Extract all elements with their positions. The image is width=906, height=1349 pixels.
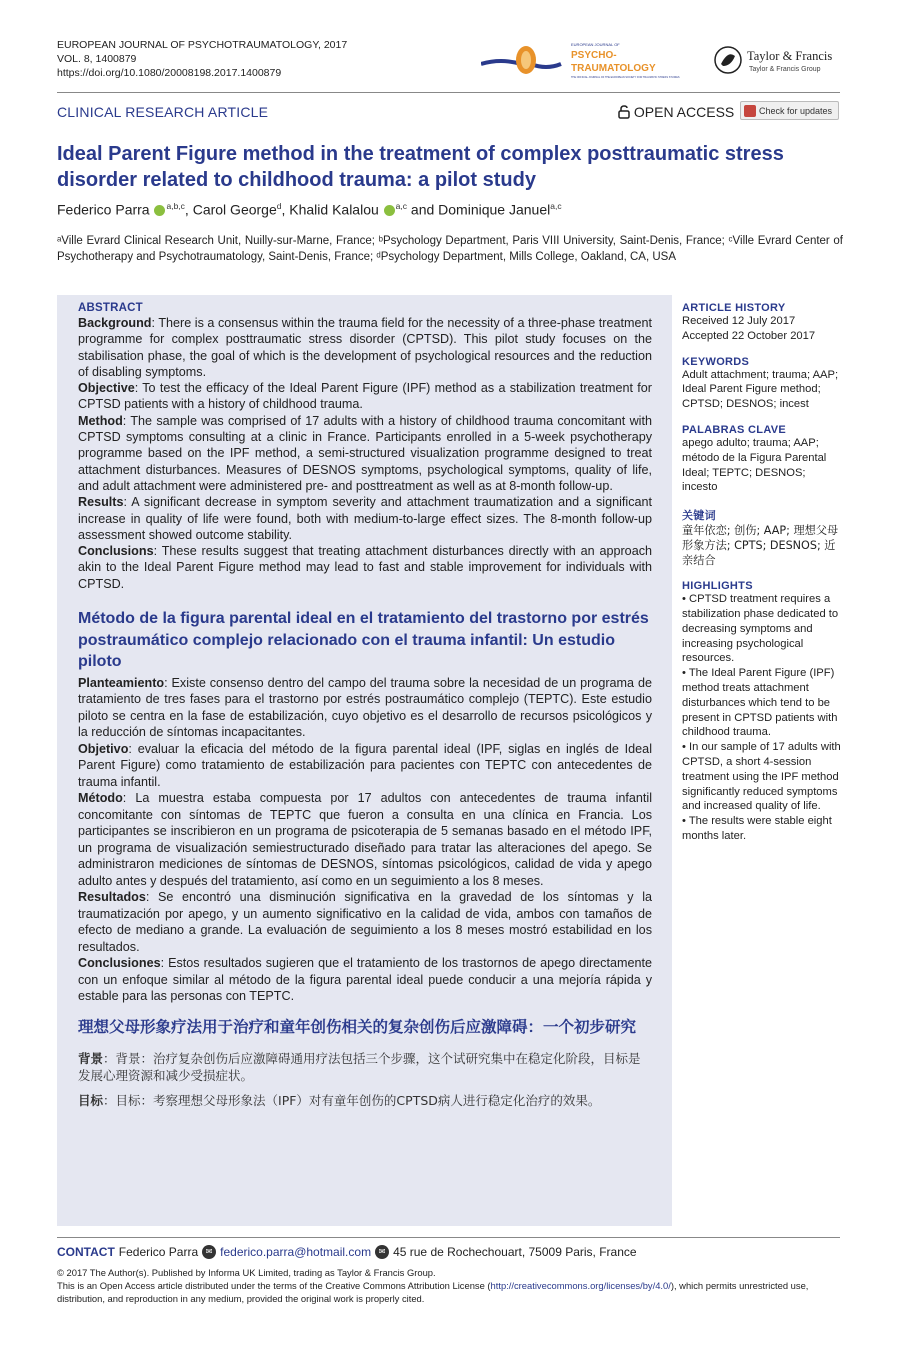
- spanish-planteamiento: [78, 675, 652, 741]
- author-list: [57, 201, 562, 218]
- section-label: Método: [78, 791, 123, 806]
- open-access-badge: [618, 104, 734, 120]
- chinese-keywords-list: 童年依恋; 创伤; AAP; 理想父母形象方法; CPTS; DESNOS; 近亲结合: [682, 524, 839, 568]
- section-label: 背景: [78, 1050, 104, 1066]
- chinese-background: [78, 1050, 652, 1084]
- abstract-results: [78, 494, 652, 543]
- spanish-metodo: [78, 790, 652, 889]
- section-text: : Existe consenso dentro del campo del trauma sobre la necesidad de un programa de tratamiento de tres fases para el trastorno por estrés postraumático complejo (TEPTC). Este estudio piloto se centra en la fase de estabilización, cuyo objetivo es el desarrollo de recursos psicológicos y la reducción de síntomas incapacitantes.: [78, 675, 652, 740]
- abstract-conclusions: [78, 543, 652, 592]
- check-updates-button[interactable]: [740, 101, 839, 120]
- journal-name: EUROPEAN JOURNAL OF PSYCHOTRAUMATOLOGY, 2017: [57, 39, 348, 51]
- section-label: Objective: [78, 381, 135, 396]
- orcid-icon[interactable]: [154, 205, 165, 216]
- license-pre: This is an Open Access article distributed under the terms of the Creative Commons Attribution License (: [57, 1280, 491, 1291]
- author-affiliation-marker: a,c: [550, 201, 562, 211]
- section-label: Method: [78, 413, 123, 428]
- header-divider: [57, 92, 840, 93]
- section-text: : evaluar la eficacia del método de la figura parental ideal (IPF, siglas en inglés de Ideal Parent Figure) como tratamiento de estabilización para pacientes con TEPTC con antecedentes de trauma infantil.: [78, 741, 652, 789]
- section-text: : To test the efficacy of the Ideal Parent Figure (IPF) method as a stabilization treatment for CPTSD patients with a history of childhood trauma.: [78, 381, 652, 412]
- publisher-name: Taylor & Francis: [747, 49, 833, 63]
- section-label: Resultados: [78, 890, 146, 905]
- abstract-method: [78, 413, 652, 494]
- highlights-heading: HIGHLIGHTS: [682, 580, 753, 593]
- palabras-list: apego adulto; trauma; AAP; método de la Figura Parental Ideal; TEPTC; DESNOS; incesto: [682, 436, 827, 494]
- highlight-item: • CPTSD treatment requires a stabilization phase dedicated to decreasing symptoms and increasing psychological resources.: [682, 593, 839, 665]
- doi-link[interactable]: https://doi.org/10.1080/20008198.2017.1400879: [57, 67, 282, 79]
- spanish-resultados: [78, 889, 652, 955]
- palabras-heading: PALABRAS CLAVE: [682, 423, 787, 436]
- section-label: Results: [78, 495, 124, 510]
- logo-trauma-text: TRAUMATOLOGY: [571, 63, 656, 74]
- section-text: : A significant decrease in symptom severity and attachment traumatization and a significant increase in quality of life were found, both with medium-to-large effect sizes. The 8-month follow-up assessment showed outcome stability.: [78, 495, 652, 542]
- accepted-date: Accepted 22 October 2017: [682, 329, 816, 342]
- section-text: : These results suggest that treating attachment disturbances directly with an approach akin to the Ideal Parent Figure method may lead to fast and stable improvement for individuals with CPTSD.: [78, 544, 652, 591]
- keywords-heading: KEYWORDS: [682, 355, 750, 368]
- license-link[interactable]: http://creativecommons.org/licenses/by/4.0/: [490, 1280, 671, 1291]
- article-title: Ideal Parent Figure method in the treatment of complex posttraumatic stress disorder related to childhood trauma: a pilot study: [57, 143, 784, 191]
- section-label: Conclusions: [78, 544, 154, 559]
- contact-line: [57, 1245, 637, 1259]
- section-text: : There is a consensus within the trauma field for the necessity of a three-phase treatment programme for complex posttraumatic stress disorder (CPTSD). This pilot study focuses on the stabilisation phase, the goal of which is the development of psychological resources and the reduction of disabling symptoms.: [78, 316, 652, 379]
- license-footer: [57, 1266, 843, 1305]
- author-name: Federico Parra: [57, 201, 150, 218]
- author-affiliation-marker: d: [276, 201, 282, 211]
- copyright-text: © 2017 The Author(s). Published by Informa UK Limited, trading as Taylor & Francis Group.: [57, 1267, 436, 1278]
- section-label: Background: [78, 316, 152, 330]
- author-conjunction: and: [407, 201, 439, 218]
- logo-tag-text: THE OFFICIAL JOURNAL OF THE EUROPEAN SOCIETY FOR TRAUMATIC STRESS STUDIES: [571, 76, 680, 79]
- publisher-group: Taylor & Francis Group: [749, 66, 821, 73]
- license-post: ), which permits unrestricted use, distribution, and reproduction in any medium, provided the original work is properly cited.: [57, 1280, 809, 1304]
- contact-label: CONTACT: [57, 1245, 115, 1259]
- check-updates-label: Check for updates: [759, 105, 833, 116]
- chinese-objective: [78, 1092, 652, 1109]
- contact-email-link[interactable]: federico.parra@hotmail.com: [220, 1245, 372, 1259]
- address-icon: ✉: [375, 1245, 389, 1259]
- chinese-title: 理想父母形象疗法用于治疗和童年创伤相关的复杂创伤后应激障碍：一个初步研究: [78, 1017, 637, 1036]
- contact-address: 45 rue de Rochechouart, 75009 Paris, France: [393, 1245, 637, 1259]
- open-lock-icon: [618, 105, 630, 119]
- received-date: Received 12 July 2017: [682, 315, 796, 327]
- keywords-list: Adult attachment; trauma; AAP; Ideal Parent Figure method; CPTSD; DESNOS; incest: [682, 368, 839, 411]
- abstract-heading: ABSTRACT: [78, 302, 143, 314]
- spanish-objetivo: [78, 741, 652, 791]
- page-header: [57, 38, 847, 88]
- author-separator: ,: [184, 201, 193, 218]
- taylor-francis-icon: [713, 42, 847, 78]
- affiliations: ᵃVille Evrard Clinical Research Unit, Nuilly-sur-Marne, France; ᵇPsychology Department, Paris VIII University, Saint-Denis, France; ᶜVille Evrard Center of Psychotherapy and Psychotraumatology, Saint-Denis, France; ᵈPsychology Department, Mills College, Oakland, CA, USA: [57, 235, 843, 263]
- orcid-icon[interactable]: [384, 205, 395, 216]
- article-type: CLINICAL RESEARCH ARTICLE: [57, 104, 269, 120]
- section-text: : Estos resultados sugieren que el tratamiento de los trastornos de apego directamente con un enfoque similar al método de la figura parental ideal puede conducir a una mejoría rápida y estable para las personas con TEPTC.: [78, 956, 652, 1004]
- section-label: Conclusiones: [78, 956, 161, 971]
- section-text: ：目标：考察理想父母形象法（IPF）对有童年创伤的CPTSD病人进行稳定化治疗的效果。: [103, 1092, 601, 1108]
- email-icon: ✉: [202, 1245, 216, 1259]
- open-access-label: OPEN ACCESS: [633, 104, 735, 120]
- section-text: : The sample was comprised of 17 adults with a history of childhood trauma concomitant with CPTSD symptoms consulting at a clinic in France. Participants enrolled in a 5-week psychotherapy programme based on the IPF method, a semi-structured visualization programme designed to treat attachment disturbances. Measures of DESNOS symptoms, psychological symptoms, quality of life, and adult attachment were administered pre- and posttreatment as well as at 8-month follow-up.: [78, 413, 652, 493]
- highlight-item: • In our sample of 17 adults with CPTSD, a short 4-session treatment using the IPF method significantly reduced symptoms and increased quality of life.: [682, 741, 841, 813]
- contact-name: Federico Parra: [118, 1245, 199, 1259]
- section-label: Objetivo: [78, 741, 129, 756]
- abstract-objective: [78, 380, 652, 413]
- license-text: [57, 1279, 843, 1305]
- author-name: Khalid Kalalou: [289, 201, 379, 218]
- publisher-logo: [713, 42, 847, 78]
- author-affiliation-marker: a,c: [395, 201, 408, 211]
- journal-logo-icon: [481, 38, 681, 82]
- journal-logo: [481, 38, 681, 82]
- check-updates-icon: [744, 105, 756, 117]
- author-name: Dominique Januel: [438, 201, 551, 218]
- abstract-background: [78, 315, 652, 380]
- highlight-item: • The Ideal Parent Figure (IPF) method treats attachment disturbances which tend to be present in CPTSD patients with childhood trauma.: [682, 667, 838, 739]
- highlights-list: [682, 592, 842, 844]
- spanish-conclusiones: [78, 955, 652, 1005]
- section-text: : Se encontró una disminución significativa en la gravedad de los síntomas y la traumatización por apego, y un aumento significativo en la calidad de vida, ambos con tamaños de efecto de mediano a grande. La evaluación de seguimiento a los 8 meses mostró estabilidad en los resultados.: [78, 890, 652, 954]
- author-name: Carol George: [192, 201, 277, 218]
- author-separator: ,: [281, 201, 290, 218]
- journal-info: [57, 38, 347, 80]
- spanish-title: Método de la figura parental ideal en el tratamiento del trastorno por estrés postraumático complejo relacionado con el trauma infantil: Un estudio piloto: [78, 610, 649, 671]
- section-text: : La muestra estaba compuesta por 17 adultos con antecedentes de trauma infantil concomitante con síntomas de TEPTC que fueron a consulta en una clínica en Francia. Los participantes se inscribieron en un programa de psicoterapia de 5 semanas basado en el método IPF, un programa de visualización semiestructurado diseñado para tratar las alteraciones del apego. Se administraron mediciones de síntomas de DESNOS, síntomas psicológicos, calidad de vida y apego adulto antes y después del tratamiento, así como en un seguimiento a los 8 meses.: [78, 791, 652, 888]
- abstract-box: [57, 295, 672, 1226]
- section-label: 目标: [78, 1092, 104, 1108]
- section-label: Planteamiento: [78, 675, 165, 690]
- article-history-heading: ARTICLE HISTORY: [682, 302, 786, 314]
- author-affiliation-marker: a,b,c: [166, 201, 185, 211]
- logo-small-text: EUROPEAN JOURNAL OF: [571, 42, 620, 47]
- journal-volume: VOL. 8, 1400879: [57, 53, 137, 65]
- chinese-keywords-heading: 关键词: [682, 510, 716, 523]
- footer-divider: [57, 1237, 840, 1238]
- highlight-item: • The results were stable eight months later.: [682, 815, 832, 842]
- article-sidebar: [682, 302, 842, 844]
- logo-psycho-text: PSYCHO-: [571, 50, 617, 61]
- section-text: ：背景：治疗复杂创伤后应激障碍通用疗法包括三个步骤，这个试研究集中在稳定化阶段，目标是发展心理资源和减少受损症状。: [78, 1050, 641, 1083]
